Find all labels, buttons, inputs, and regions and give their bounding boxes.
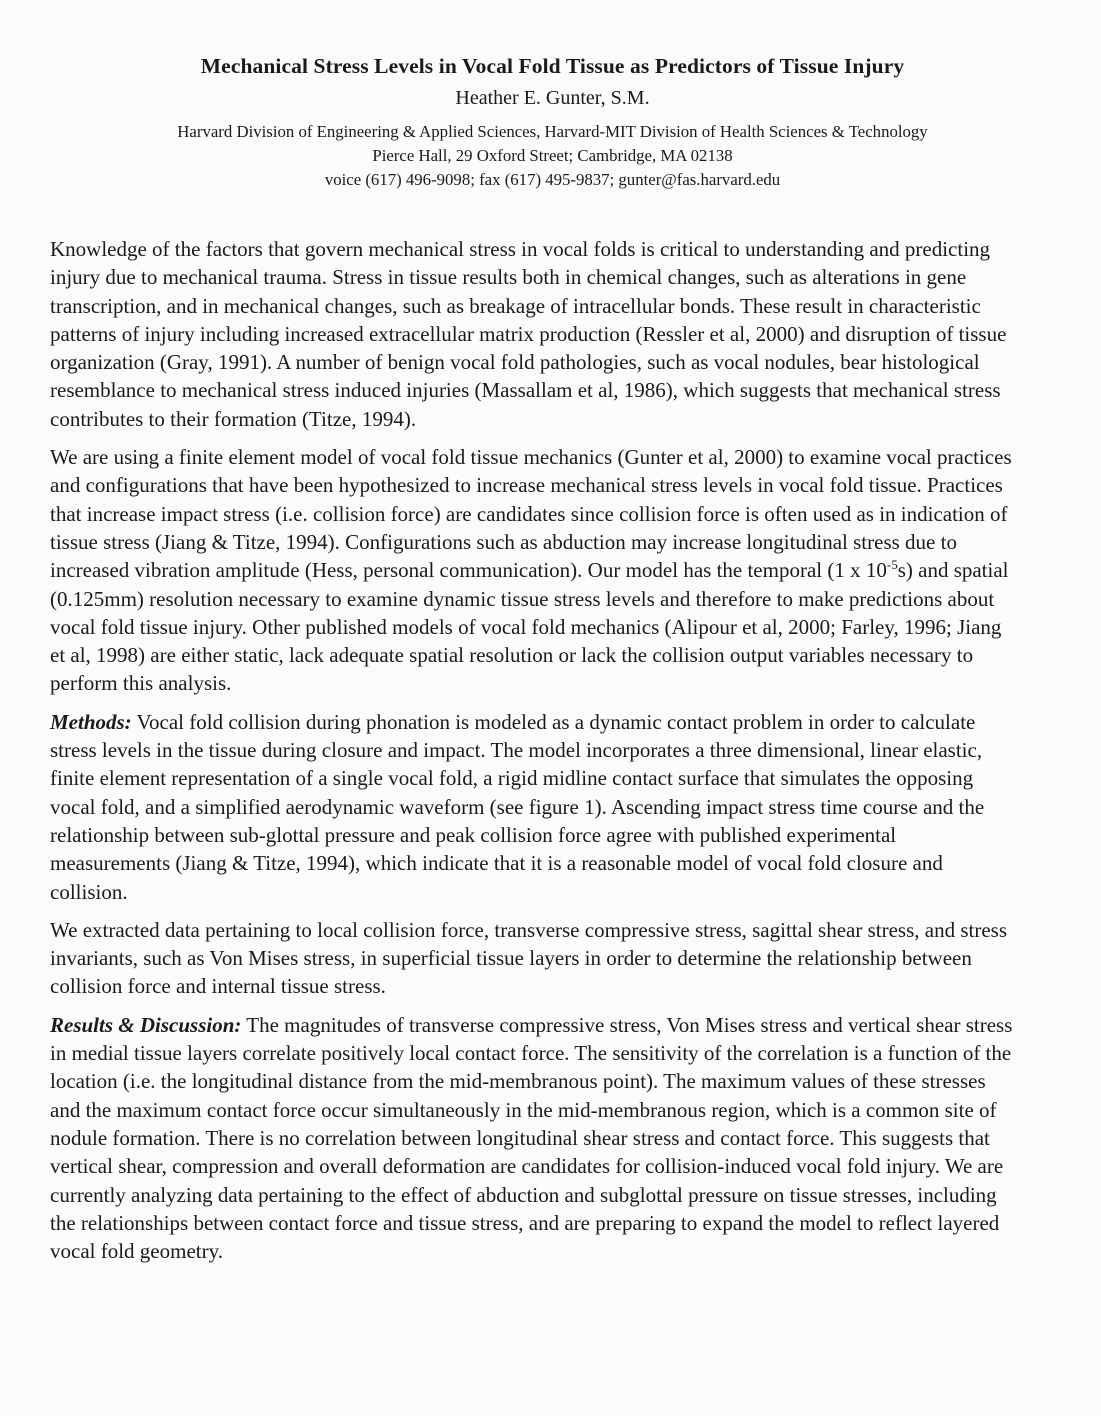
results-heading: Results & Discussion:	[50, 1012, 242, 1037]
author-name: Heather E. Gunter, S.M.	[455, 87, 650, 109]
exponent-superscript: -5	[886, 557, 898, 573]
intro-paragraph: Knowledge of the factors that govern mechanical stress in vocal folds is critical to understanding and predicting injury due to mechanical trauma. Stress in tissue results both in chemical changes, such as alterations in gene transcription, and in mechanical changes, such as breakage of intracellular bonds. These result in characteristic patterns of injury including increased extracellular matrix production (Ressler et al, 2000) and disruption of tissue organization (Gray, 1991). A number of benign vocal fold pathologies, such as vocal nodules, bear histological resemblance to mechanical stress induced injuries (Massallam et al, 1986), which suggests that mechanical stress contributes to their formation (Titze, 1994).	[50, 237, 1007, 431]
model-paragraph-text-a: We are using a finite element model of vocal fold tissue mechanics (Gunter et al, 2000) to examine vocal practices and configurations that have been hypothesized to increase mechanical stress levels in vocal fold tissue. Practices that increase impact stress (i.e. collision force) are candidates since collision force is often used as in indication of tissue stress (Jiang & Titze, 1994). Configurations such as abduction may increase longitudinal stress due to increased vibration amplitude (Hess, personal communication). Our model has the temporal (1 x 10	[50, 445, 1012, 583]
data-extraction-paragraph: We extracted data pertaining to local collision force, transverse compressive stress, sagittal shear stress, and stress invariants, such as Von Mises stress, in superficial tissue layers in order to determine the relationship between collision force and internal tissue stress.	[50, 917, 1007, 999]
paper-title: Mechanical Stress Levels in Vocal Fold Tissue as Predictors of Tissue Injury	[200, 54, 905, 78]
methods-heading: Methods:	[50, 709, 132, 734]
results-paragraph	[50, 1011, 1013, 1266]
affiliation-address: Pierce Hall, 29 Oxford Street; Cambridge, MA 02138	[372, 146, 733, 165]
affiliation-institution: Harvard Division of Engineering & Applied Sciences, Harvard-MIT Division of Health Sciences & Technology	[177, 122, 928, 141]
methods-paragraph	[50, 708, 1013, 906]
methods-text: Vocal fold collision during phonation is modeled as a dynamic contact problem in order to calculate stress levels in the tissue during closure and impact. The model incorporates a three dimensional, linear elastic, finite element representation of a single vocal fold, a rigid midline contact surface that simulates the opposing vocal fold, and a simplified aerodynamic waveform (see figure 1). Ascending impact stress time course and the relationship between sub-glottal pressure and peak collision force agree with published experimental measurements (Jiang & Titze, 1994), which indicate that it is a reasonable model of vocal fold closure and collision.	[50, 709, 985, 904]
affiliation-contact: voice (617) 496-9098; fax (617) 495-9837; gunter@fas.harvard.edu	[324, 170, 781, 189]
affiliation-block	[50, 120, 1013, 192]
document-body	[50, 235, 1013, 1265]
model-paragraph-text-b: s) and spatial (0.125mm) resolution necessary to examine dynamic tissue stress levels and therefore to make predictions about vocal fold tissue injury. Other published models of vocal fold mechanics (Alipour et al, 2000; Farley, 1996; Jiang et al, 1998) are either static, lack adequate spatial resolution or lack the collision output variables necessary to perform this analysis.	[50, 558, 1009, 696]
model-paragraph	[50, 443, 1013, 698]
results-text: The magnitudes of transverse compressive stress, Von Mises stress and vertical shear stress in medial tissue layers correlate positively local contact force. The sensitivity of the correlation is a function of the location (i.e. the longitudinal distance from the mid-membranous point). The maximum values of these stresses and the maximum contact force occur simultaneously in the mid-membranous region, which is a common site of nodule formation. There is no correlation between longitudinal shear stress and contact force. This suggests that vertical shear, compression and overall deformation are candidates for collision-induced vocal fold injury. We are currently analyzing data pertaining to the effect of abduction and subglottal pressure on tissue stresses, including the relationships between contact force and tissue stress, and are preparing to expand the model to reflect layered vocal fold geometry.	[50, 1012, 1013, 1264]
